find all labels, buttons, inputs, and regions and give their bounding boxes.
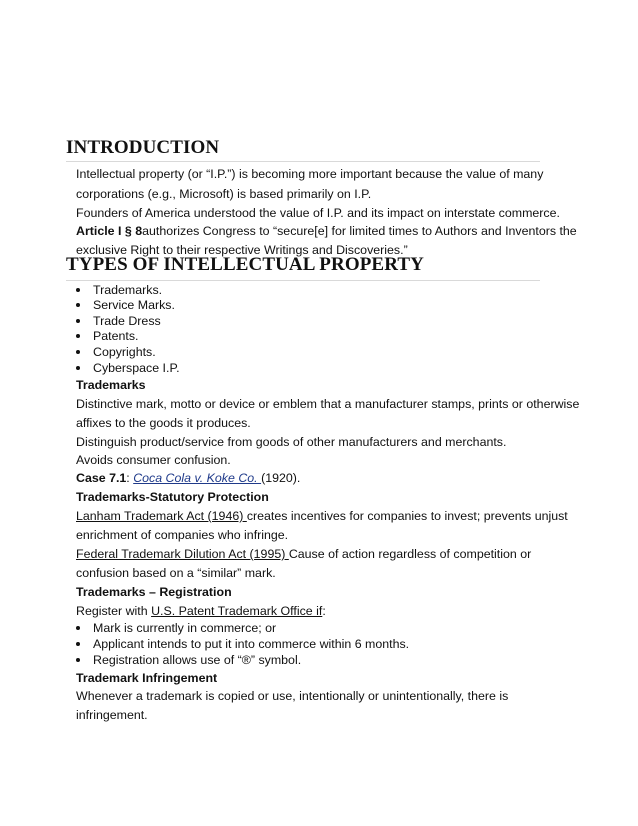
intro-line-3: Founders of America understood the value of I.P. and its impact on interstate commerce.: [76, 206, 560, 220]
section-divider: [66, 161, 540, 162]
registration-intro: Register with U.S. Patent Trademark Office if:: [76, 604, 326, 618]
dilution-line: Federal Trademark Dilution Act (1995) Cause of action regardless of competition or: [76, 547, 532, 561]
trademarks-line-4: Avoids consumer confusion.: [76, 453, 231, 467]
bullet-icon: [76, 334, 80, 338]
lanham-act-link[interactable]: Lanham Trademark Act (1946): [76, 509, 247, 523]
types-list-item: Copyrights.: [76, 345, 156, 359]
infringement-line-2: infringement.: [76, 708, 148, 722]
trademarks-line-3: Distinguish product/service from goods of other manufacturers and merchants.: [76, 435, 507, 449]
types-list-item: Cyberspace I.P.: [76, 361, 180, 375]
intro-line-1: Intellectual property (or “I.P.”) is becoming more important because the value of many: [76, 167, 544, 181]
bullet-icon: [76, 366, 80, 370]
bullet-icon: [76, 350, 80, 354]
bullet-icon: [76, 626, 80, 630]
introduction-heading: INTRODUCTION: [66, 137, 220, 158]
case-citation: Case 7.1: Coca Cola v. Koke Co. (1920).: [76, 471, 301, 485]
types-list-item: Trade Dress: [76, 314, 161, 328]
article-label: Article I § 8: [76, 224, 143, 238]
bullet-icon: [76, 288, 80, 292]
infringement-subheading: Trademark Infringement: [76, 671, 218, 685]
registration-list-item: Applicant intends to put it into commerce within 6 months.: [76, 637, 409, 651]
case-year: (1920).: [261, 471, 301, 485]
dilution-cont: confusion based on a “similar” mark.: [76, 566, 276, 580]
infringement-line-1: Whenever a trademark is copied or use, intentionally or unintentionally, there is: [76, 689, 509, 703]
registration-list-item: Registration allows use of “®” symbol.: [76, 653, 301, 667]
intro-line-2: corporations (e.g., Microsoft) is based primarily on I.P.: [76, 187, 372, 201]
bullet-icon: [76, 303, 80, 307]
case-label: Case 7.1: [76, 471, 127, 485]
types-list-item: Service Marks.: [76, 298, 175, 312]
types-list-item: Patents.: [76, 329, 138, 343]
section-divider: [66, 280, 540, 281]
types-list-item: Trademarks.: [76, 283, 162, 297]
bullet-icon: [76, 642, 80, 646]
trademarks-subheading: Trademarks: [76, 378, 146, 392]
intro-article-cont: exclusive Right to their respective Writings and Discoveries.”: [76, 243, 408, 257]
lanham-line: Lanham Trademark Act (1946) creates incentives for companies to invest; prevents unjust: [76, 509, 568, 523]
types-heading: TYPES OF INTELLECTUAL PROPERTY: [66, 254, 424, 275]
article-text: authorizes Congress to “secure[e] for limited times to Authors and Inventors the: [142, 224, 577, 238]
uspto-link[interactable]: U.S. Patent Trademark Office if: [151, 604, 323, 618]
trademarks-line-1: Distinctive mark, motto or device or emblem that a manufacturer stamps, prints or otherwise: [76, 397, 580, 411]
intro-article-line: [76, 224, 577, 238]
case-name-link[interactable]: Coca Cola v. Koke Co.: [133, 471, 262, 485]
registration-list-item: Mark is currently in commerce; or: [76, 621, 276, 635]
dilution-act-link[interactable]: Federal Trademark Dilution Act (1995): [76, 547, 289, 561]
lanham-cont: enrichment of companies who infringe.: [76, 528, 289, 542]
bullet-icon: [76, 319, 80, 323]
statutory-subheading: Trademarks-Statutory Protection: [76, 490, 269, 504]
bullet-icon: [76, 658, 80, 662]
trademarks-line-2: affixes to the goods it produces.: [76, 416, 251, 430]
registration-subheading: Trademarks – Registration: [76, 585, 232, 599]
